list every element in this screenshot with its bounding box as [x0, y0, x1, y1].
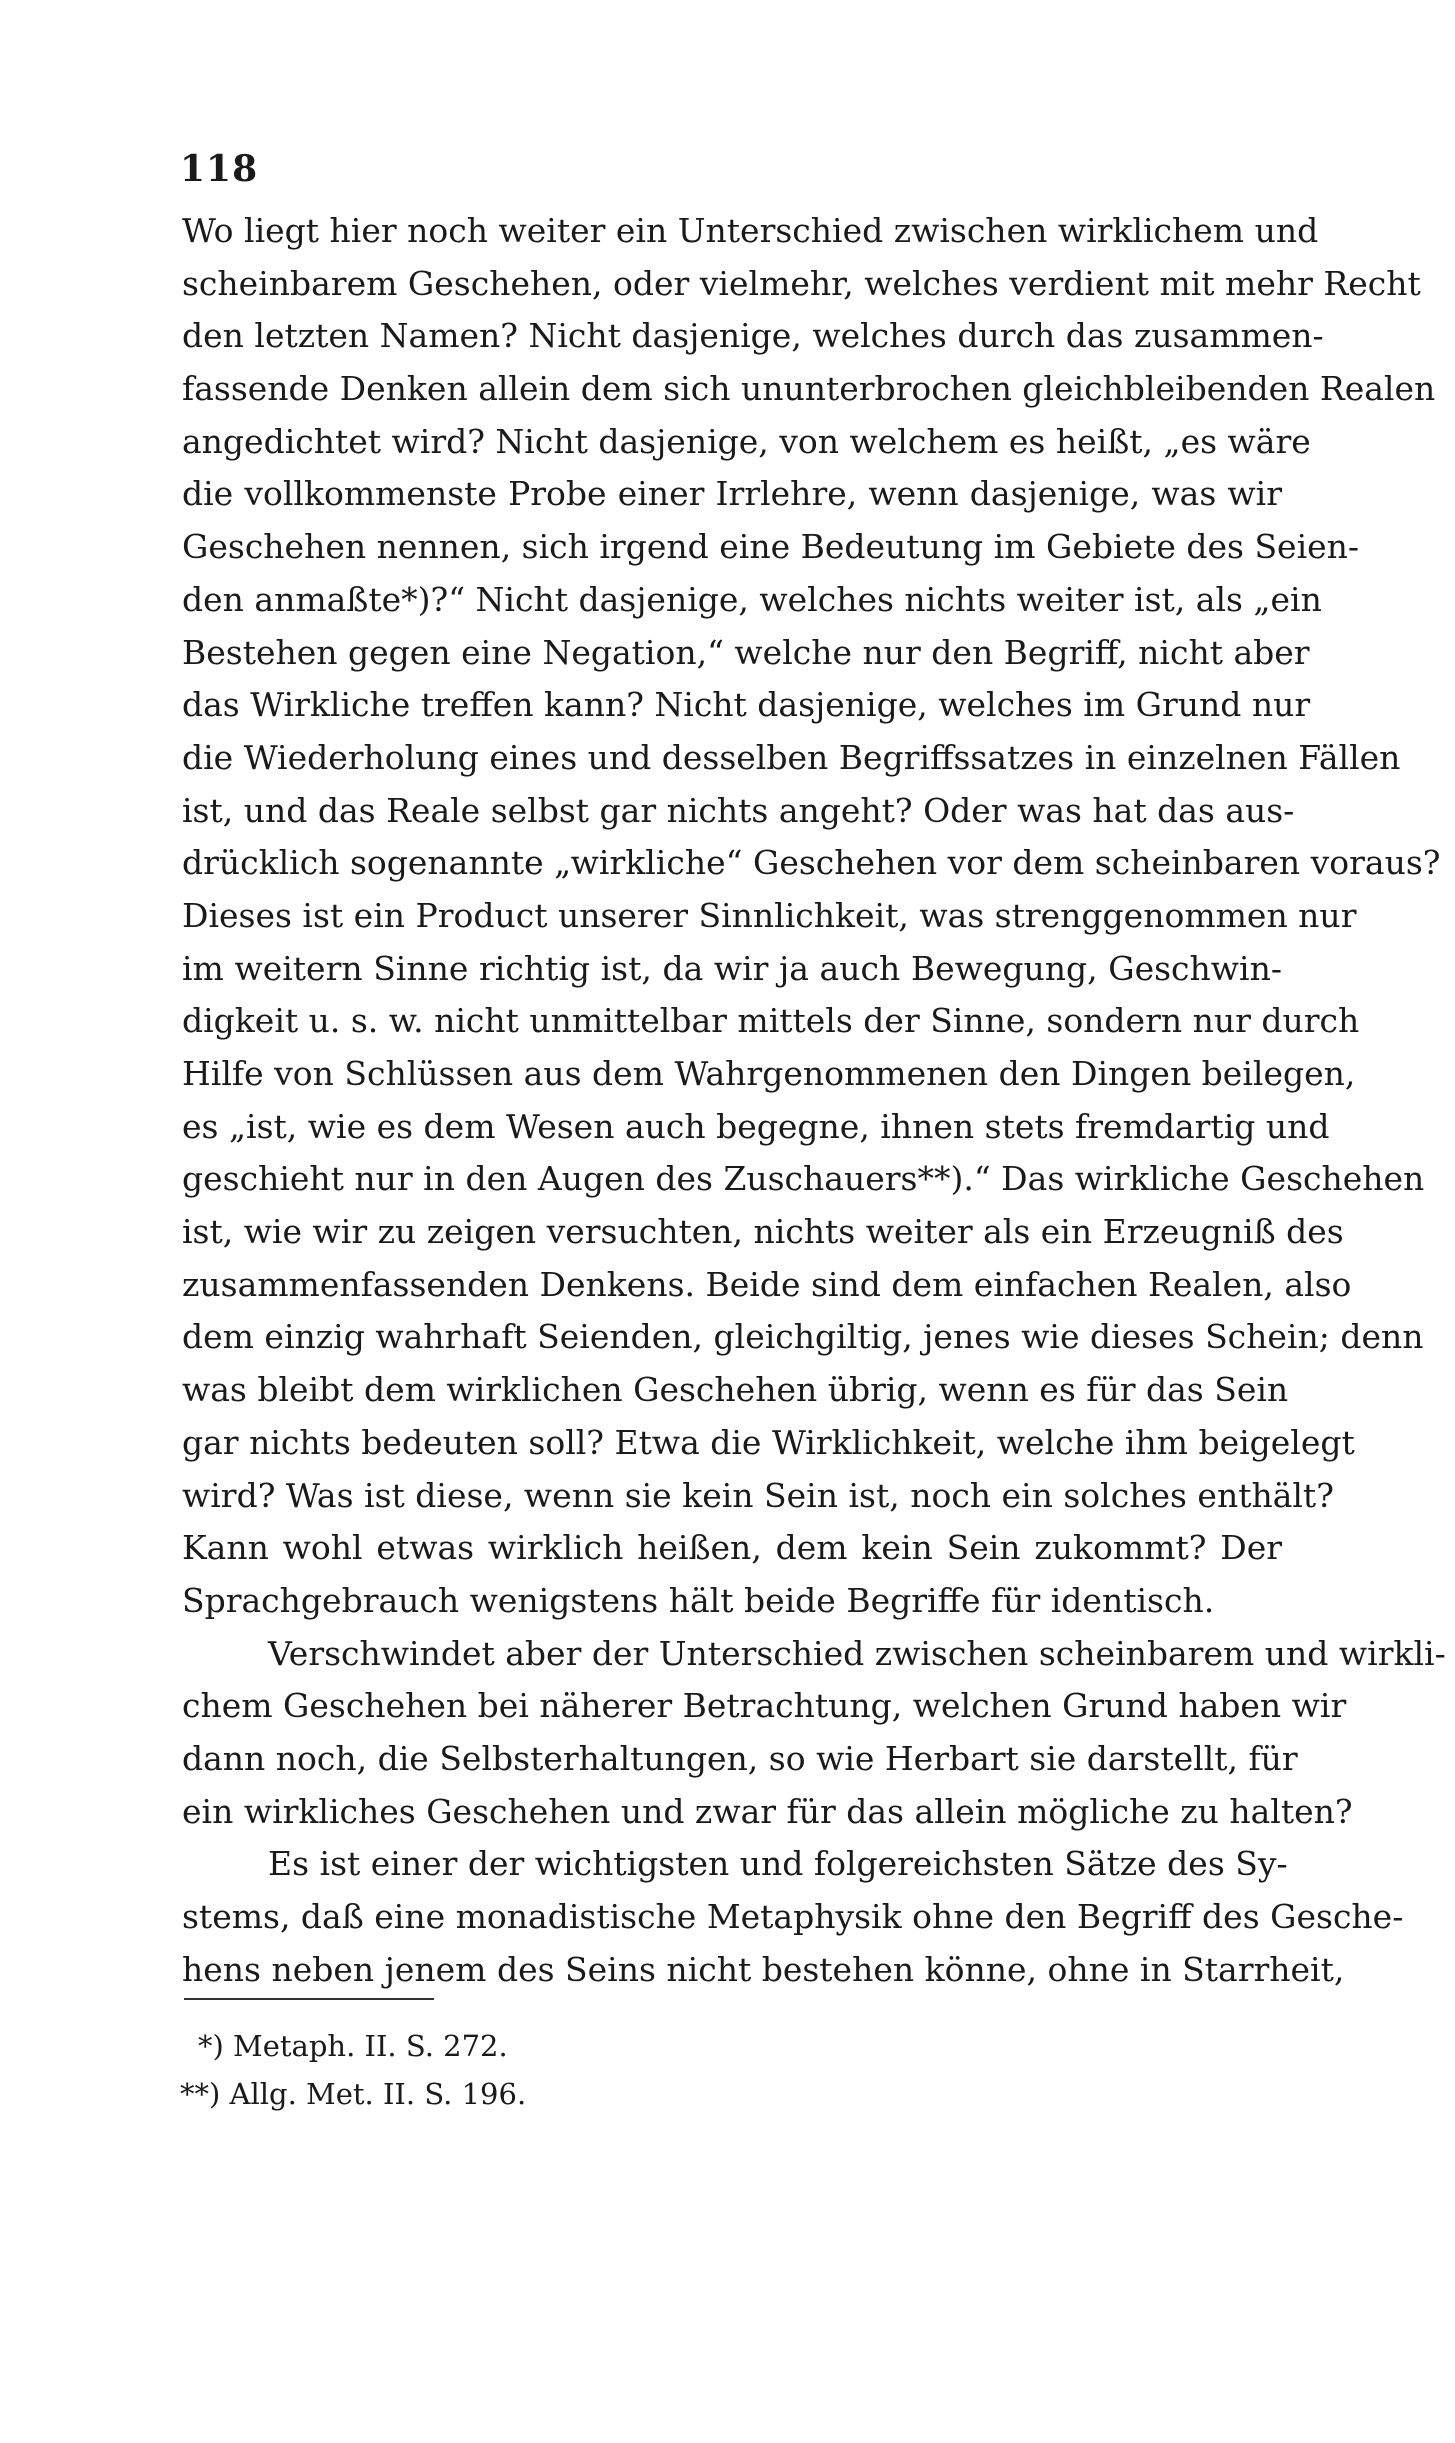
text-line: Hilfe von Schlüssen aus dem Wahrgenommenen den Dingen beilegen, — [182, 1054, 1356, 1093]
text-line: zusammenfassenden Denkens. Beide sind dem einfachen Realen, also — [182, 1264, 1352, 1304]
text-line: es „ist, wie es dem Wesen auch begegne, ihnen stets fremdartig und — [182, 1106, 1330, 1146]
paragraph-end-line: ein wirkliches Geschehen und zwar für das allein mögliche zu halten? — [182, 1791, 1353, 1831]
text-line: den letzten Namen? Nicht dasjenige, welches durch das zusammen- — [182, 316, 1324, 356]
text-line: Kann wohl etwas wirklich heißen, dem kein Sein zukommt? Der — [182, 1528, 1282, 1568]
footnote: **) Allg. Met. II. S. 196. — [180, 2077, 527, 2111]
text-line: geschieht nur in den Augen des Zuschauers**).“ Das wirkliche Geschehen — [182, 1159, 1425, 1199]
text-line: gar nichts bedeuten soll? Etwa die Wirklichkeit, welche ihm beigelegt — [182, 1422, 1355, 1462]
text-line: digkeit u. s. w. nicht unmittelbar mittels der Sinne, sondern nur durch — [182, 1001, 1360, 1041]
text-line: ist, und das Reale selbst gar nichts angeht? Oder was hat das aus- — [182, 790, 1295, 830]
page-number: 118 — [180, 148, 259, 190]
text-line: Bestehen gegen eine Negation,“ welche nur den Begriff, nicht aber — [182, 632, 1310, 672]
text-line: fassende Denken allein dem sich ununterbrochen gleichbleibenden Realen — [182, 369, 1436, 409]
text-line: das Wirkliche treffen kann? Nicht dasjenige, welches im Grund nur — [182, 685, 1311, 725]
paragraph-end-line: Sprachgebrauch wenigstens hält beide Begriffe für identisch. — [182, 1580, 1215, 1620]
paragraph-start-line: Es ist einer der wichtigsten und folgereichsten Sätze des Sy- — [268, 1844, 1288, 1884]
text-line: angedichtet wird? Nicht dasjenige, von welchem es heißt, „es wäre — [182, 421, 1311, 461]
text-line: im weitern Sinne richtig ist, da wir ja auch Bewegung, Geschwin- — [182, 948, 1282, 988]
text-line: ist, wie wir zu zeigen versuchten, nichts weiter als ein Erzeugniß des — [182, 1212, 1344, 1252]
text-line: die vollkommenste Probe einer Irrlehre, wenn dasjenige, was wir — [182, 474, 1282, 514]
text-line: was bleibt dem wirklichen Geschehen übrig, wenn es für das Sein — [182, 1370, 1289, 1410]
footnote-divider — [184, 1998, 434, 2000]
text-line: Geschehen nennen, sich irgend eine Bedeutung im Gebiete des Seien- — [182, 527, 1360, 567]
body-text — [182, 205, 1446, 1996]
text-line: chem Geschehen bei näherer Betrachtung, welchen Grund haben wir — [182, 1686, 1347, 1726]
footnotes — [180, 2022, 880, 2118]
paragraph-start-line: Verschwindet aber der Unterschied zwischen scheinbarem und wirkli- — [268, 1633, 1446, 1673]
text-line: scheinbarem Geschehen, oder vielmehr, welches verdient mit mehr Recht — [182, 263, 1421, 303]
text-line: drücklich sogenannte „wirkliche“ Geschehen vor dem scheinbaren voraus? — [182, 843, 1441, 883]
text-line: stems, daß eine monadistische Metaphysik ohne den Begriff des Gesche- — [182, 1897, 1404, 1936]
text-line: Dieses ist ein Product unserer Sinnlichkeit, was strenggenommen nur — [182, 895, 1357, 935]
text-line: dem einzig wahrhaft Seienden, gleichgiltig, jenes wie dieses Schein; denn — [182, 1317, 1424, 1357]
footnote: *) Metaph. II. S. 272. — [198, 2029, 508, 2063]
text-line: die Wiederholung eines und desselben Begriffssatzes in einzelnen Fällen — [182, 737, 1401, 777]
text-line: wird? Was ist diese, wenn sie kein Sein ist, noch ein solches enthält? — [182, 1475, 1334, 1515]
text-line: den anmaßte*)?“ Nicht dasjenige, welches nichts weiter ist, als „ein — [182, 579, 1322, 619]
text-line: Wo liegt hier noch weiter ein Unterschied zwischen wirklichem und — [182, 211, 1319, 250]
text-line: hens neben jenem des Seins nicht bestehen könne, ohne in Starrheit, — [182, 1949, 1345, 1989]
text-line: dann noch, die Selbsterhaltungen, so wie Herbart sie darstellt, für — [182, 1738, 1298, 1778]
